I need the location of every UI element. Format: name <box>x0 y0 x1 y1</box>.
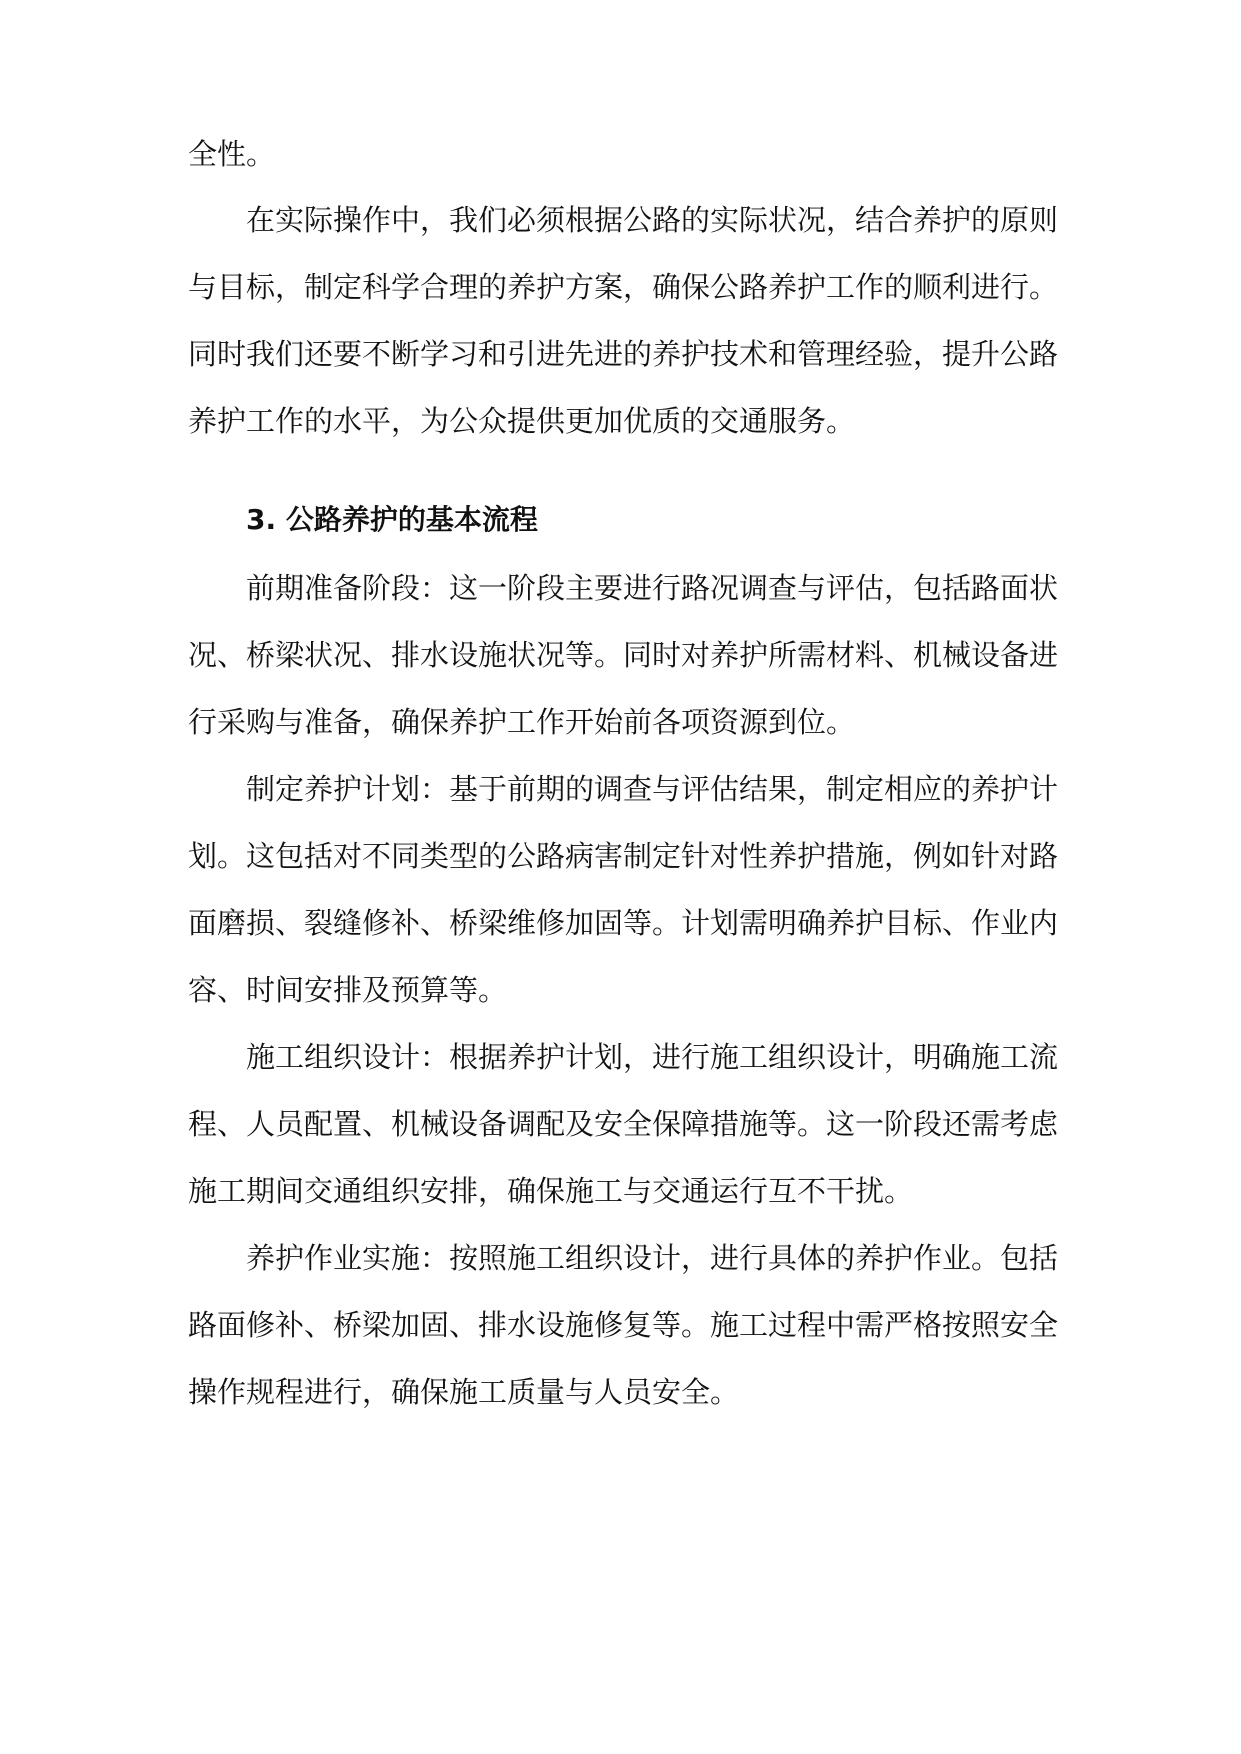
paragraph-line: 施工期间交通组织安排，确保施工与交通运行互不干扰。 <box>188 1174 914 1208</box>
paragraph-line: 容、时间安排及预算等。 <box>188 973 508 1007</box>
paragraph-line: 养护工作的水平，为公众提供更加优质的交通服务。 <box>188 404 856 438</box>
paragraph-line: 面磨损、裂缝修补、桥梁维修加固等。计划需明确养护目标、作业内 <box>188 906 1059 940</box>
section-heading: 3. 公路养护的基本流程 <box>246 503 538 536</box>
paragraph-line: 路面修补、桥梁加固、排水设施修复等。施工过程中需严格按照安全 <box>188 1308 1059 1342</box>
paragraph-line: 前期准备阶段：这一阶段主要进行路况调查与评估，包括路面状 <box>246 571 1059 605</box>
paragraph-line: 行采购与准备，确保养护工作开始前各项资源到位。 <box>188 705 856 739</box>
paragraph-line: 制定养护计划：基于前期的调查与评估结果，制定相应的养护计 <box>246 772 1059 806</box>
paragraph-line: 在实际操作中，我们必须根据公路的实际状况，结合养护的原则 <box>246 203 1059 237</box>
paragraph-line: 全性。 <box>188 137 276 171</box>
paragraph-line: 同时我们还要不断学习和引进先进的养护技术和管理经验，提升公路 <box>188 337 1059 371</box>
paragraph-line: 养护作业实施：按照施工组织设计，进行具体的养护作业。包括 <box>246 1241 1059 1275</box>
paragraph-line: 施工组织设计：根据养护计划，进行施工组织设计，明确施工流 <box>246 1040 1059 1074</box>
paragraph-line: 况、桥梁状况、排水设施状况等。同时对养护所需材料、机械设备进 <box>188 638 1059 672</box>
paragraph-line: 划。这包括对不同类型的公路病害制定针对性养护措施，例如针对路 <box>188 839 1059 873</box>
paragraph-line: 程、人员配置、机械设备调配及安全保障措施等。这一阶段还需考虑 <box>188 1107 1059 1141</box>
paragraph-line: 操作规程进行，确保施工质量与人员安全。 <box>188 1375 740 1409</box>
paragraph-line: 与目标，制定科学合理的养护方案，确保公路养护工作的顺利进行。 <box>188 270 1059 304</box>
